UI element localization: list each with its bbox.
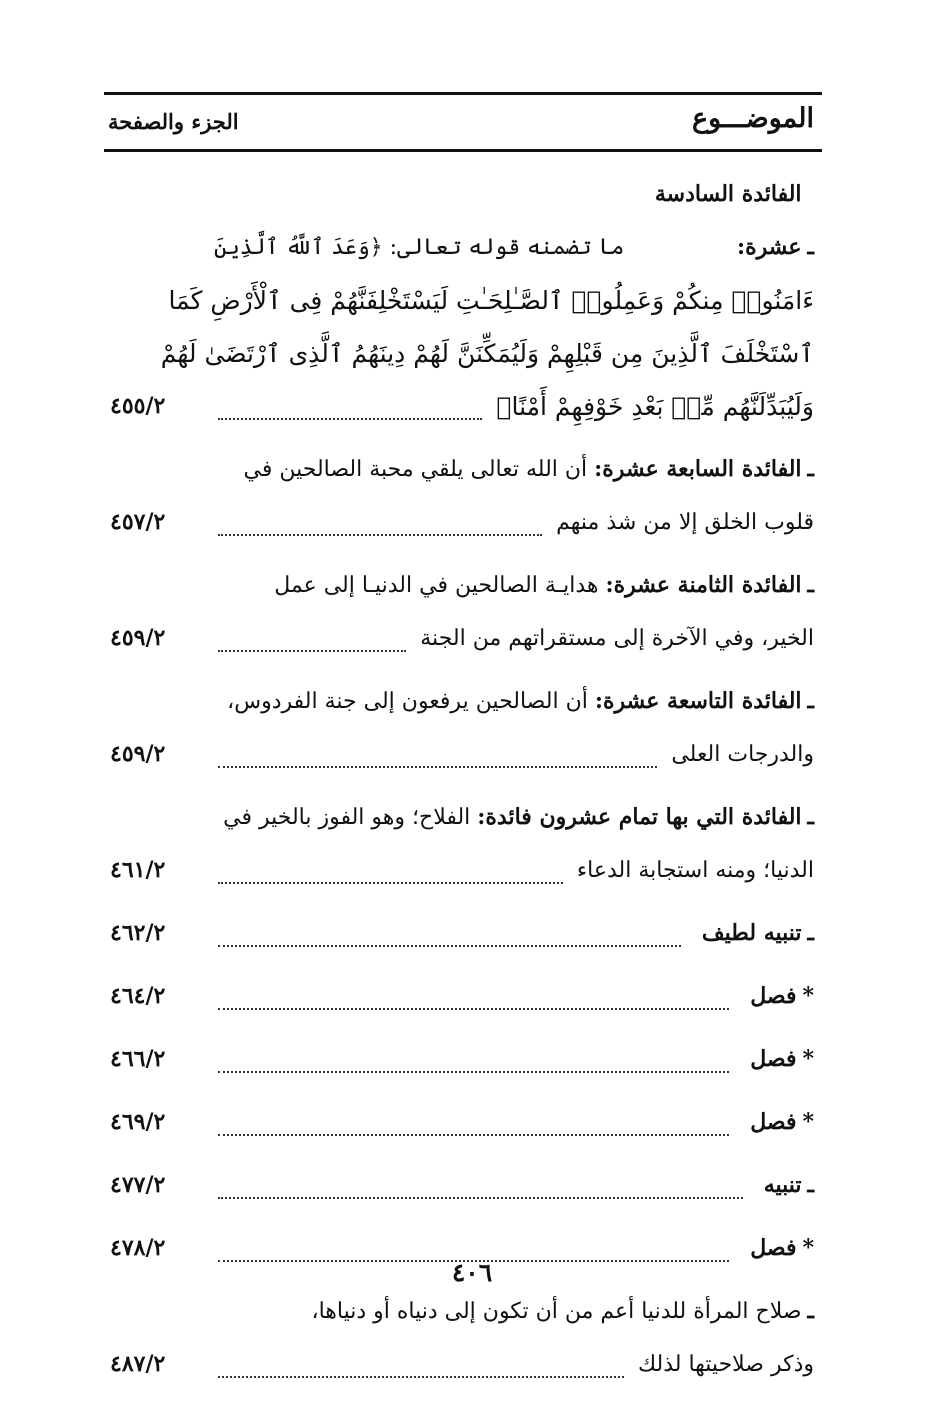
entry-line — [214, 168, 814, 274]
entry-page-ref: ٤٧٨/٢ — [110, 1235, 166, 1261]
toc-entry — [104, 559, 822, 665]
entry-label: تنبيه لطيف — [701, 920, 802, 946]
entry-marker: * — [802, 1109, 814, 1135]
entry-marker: * — [802, 1046, 814, 1072]
entry-line — [214, 1285, 814, 1338]
toc-entries — [104, 168, 822, 1401]
entry-line — [214, 612, 814, 665]
entry-page-ref: ٤٧٧/٢ — [110, 1172, 166, 1198]
entry-line-text: ما تضمنه قوله تعالى: ﴿وَعَدَ ٱللَّهُ ٱلَّذِينَ — [214, 235, 625, 260]
toc-entry — [104, 1159, 822, 1212]
entry-line-text: هدايـة الصالحين في الدنيـا إلى عمل — [274, 573, 599, 598]
entry-line-text: ءَامَنُوا۟ مِنكُمْ وَعَمِلُوا۟ ٱلصَّـٰلِحَـٰتِ لَيَسْتَخْلِفَنَّهُمْ فِى ٱلْأَرْضِ كَمَا — [168, 286, 814, 315]
entry-marker: ـ — [807, 1298, 814, 1324]
entry-marker: ـ — [807, 804, 814, 830]
toc-entry — [104, 1285, 822, 1391]
entry-marker: ـ — [807, 234, 814, 260]
entry-line — [214, 728, 814, 781]
dot-leader — [218, 766, 657, 768]
entry-label: فصل — [750, 1109, 797, 1135]
toc-entry — [104, 970, 822, 1023]
entry-page-ref: ٤٦٦/٢ — [110, 1046, 166, 1072]
entry-marker: * — [802, 983, 814, 1009]
entry-line — [214, 844, 814, 897]
dot-leader — [218, 945, 681, 947]
entry-line — [214, 1338, 814, 1391]
entry-marker: ـ — [807, 1172, 814, 1198]
entry-page-ref: ٤٦٢/٢ — [110, 920, 166, 946]
entry-marker: * — [802, 1235, 814, 1261]
page-number: ٤٠٦ — [451, 1258, 493, 1287]
entry-line — [214, 380, 814, 433]
dot-leader — [218, 418, 482, 420]
entry-line — [214, 559, 814, 612]
entry-text — [214, 443, 814, 549]
dot-leader — [218, 1071, 729, 1073]
entry-line-text: أن الصالحين يرفعون إلى جنة الفردوس، — [227, 689, 588, 714]
topic-column-label: الموضـــوع — [691, 103, 814, 134]
entry-text — [214, 791, 814, 897]
entry-label: الفائدة التاسعة عشرة: — [594, 688, 802, 714]
entry-line — [214, 791, 814, 844]
entry-page-ref: ٤٥٩/٢ — [110, 625, 166, 651]
entry-text — [214, 1096, 814, 1149]
dot-leader — [218, 1376, 624, 1378]
dot-leader — [218, 534, 542, 536]
part-page-column-label: الجزء والصفحة — [108, 109, 239, 134]
toc-entry — [104, 791, 822, 897]
entry-line — [214, 675, 814, 728]
entry-label: الفائدة السادسة عشرة: — [654, 181, 802, 260]
toc-entry — [104, 907, 822, 960]
entry-line — [168, 274, 814, 327]
table-header — [104, 92, 822, 152]
dot-leader — [218, 650, 406, 652]
entry-text — [160, 168, 814, 433]
entry-line — [214, 496, 814, 549]
entry-label: الفائدة التي بها تمام عشرون فائدة: — [477, 804, 802, 830]
entry-label: الفائدة السابعة عشرة: — [594, 456, 802, 482]
entry-page-ref: ٤٥٧/٢ — [110, 509, 166, 535]
entry-text — [214, 907, 814, 960]
dot-leader — [218, 882, 563, 884]
entry-line-text: أن الله تعالى يلقي محبة الصالحين في — [243, 457, 588, 482]
entry-line — [214, 1096, 814, 1149]
entry-label: تنبيه — [763, 1172, 802, 1198]
entry-text — [214, 675, 814, 781]
entry-page-ref: ٤٦٩/٢ — [110, 1109, 166, 1135]
entry-line-text: وَلَيُبَدِّلَنَّهُم مِّنۢ بَعْدِ خَوْفِهِمْ أَمْنًا﴾ — [496, 392, 814, 421]
entry-text — [214, 970, 814, 1023]
entry-line — [214, 1033, 814, 1086]
entry-label: فصل — [750, 1046, 797, 1072]
entry-marker: ـ — [807, 456, 814, 482]
dot-leader — [218, 1008, 729, 1010]
entry-page-ref: ٤٦٤/٢ — [110, 983, 166, 1009]
entry-line — [214, 443, 814, 496]
entry-line-text: الخير، وفي الآخرة إلى مستقراتهم من الجنة — [420, 626, 814, 651]
toc-entry — [104, 1096, 822, 1149]
entry-line — [214, 970, 814, 1023]
entry-page-ref: ٤٥٩/٢ — [110, 741, 166, 767]
entry-page-ref: ٤٨٧/٢ — [110, 1351, 166, 1377]
dot-leader — [218, 1197, 743, 1199]
entry-marker: ـ — [807, 920, 814, 946]
entry-page-ref: ٤٦١/٢ — [110, 857, 166, 883]
entry-label: الفائدة الثامنة عشرة: — [605, 572, 802, 598]
entry-line-text: الدنيا؛ ومنه استجابة الدعاء — [576, 858, 814, 883]
entry-text — [214, 559, 814, 665]
toc-entry — [104, 1033, 822, 1086]
entry-line — [214, 1159, 814, 1212]
toc-entry — [104, 168, 822, 433]
entry-line-text: والدرجات العلى — [671, 742, 814, 767]
entry-line-text: قلوب الخلق إلا من شذ منهم — [556, 510, 814, 535]
entry-line-text: صلاح المرأة للدنيا أعم من أن تكون إلى دنياه أو دنياها، — [311, 1299, 802, 1324]
entry-text — [214, 1159, 814, 1212]
entry-page-ref: ٤٥٥/٢ — [110, 393, 166, 419]
entry-line — [160, 327, 814, 380]
entry-line-text: وذكر صلاحيتها لذلك — [637, 1352, 814, 1377]
entry-text — [214, 1033, 814, 1086]
dot-leader — [218, 1134, 729, 1136]
entry-marker: ـ — [807, 688, 814, 714]
entry-label: فصل — [750, 1235, 797, 1261]
entry-line-text: ٱسْتَخْلَفَ ٱلَّذِينَ مِن قَبْلِهِمْ وَلَيُمَكِّنَنَّ لَهُمْ دِينَهُمُ ٱلَّذِى ٱرْتَضَىٰ لَهُمْ — [160, 339, 814, 368]
entry-marker: ـ — [807, 572, 814, 598]
entry-line — [214, 907, 814, 960]
entry-line-text: الفلاح؛ وهو الفوز بالخير في — [223, 805, 471, 830]
entry-label: فصل — [750, 983, 797, 1009]
toc-entry — [104, 443, 822, 549]
entry-text — [214, 1285, 814, 1391]
toc-entry — [104, 675, 822, 781]
